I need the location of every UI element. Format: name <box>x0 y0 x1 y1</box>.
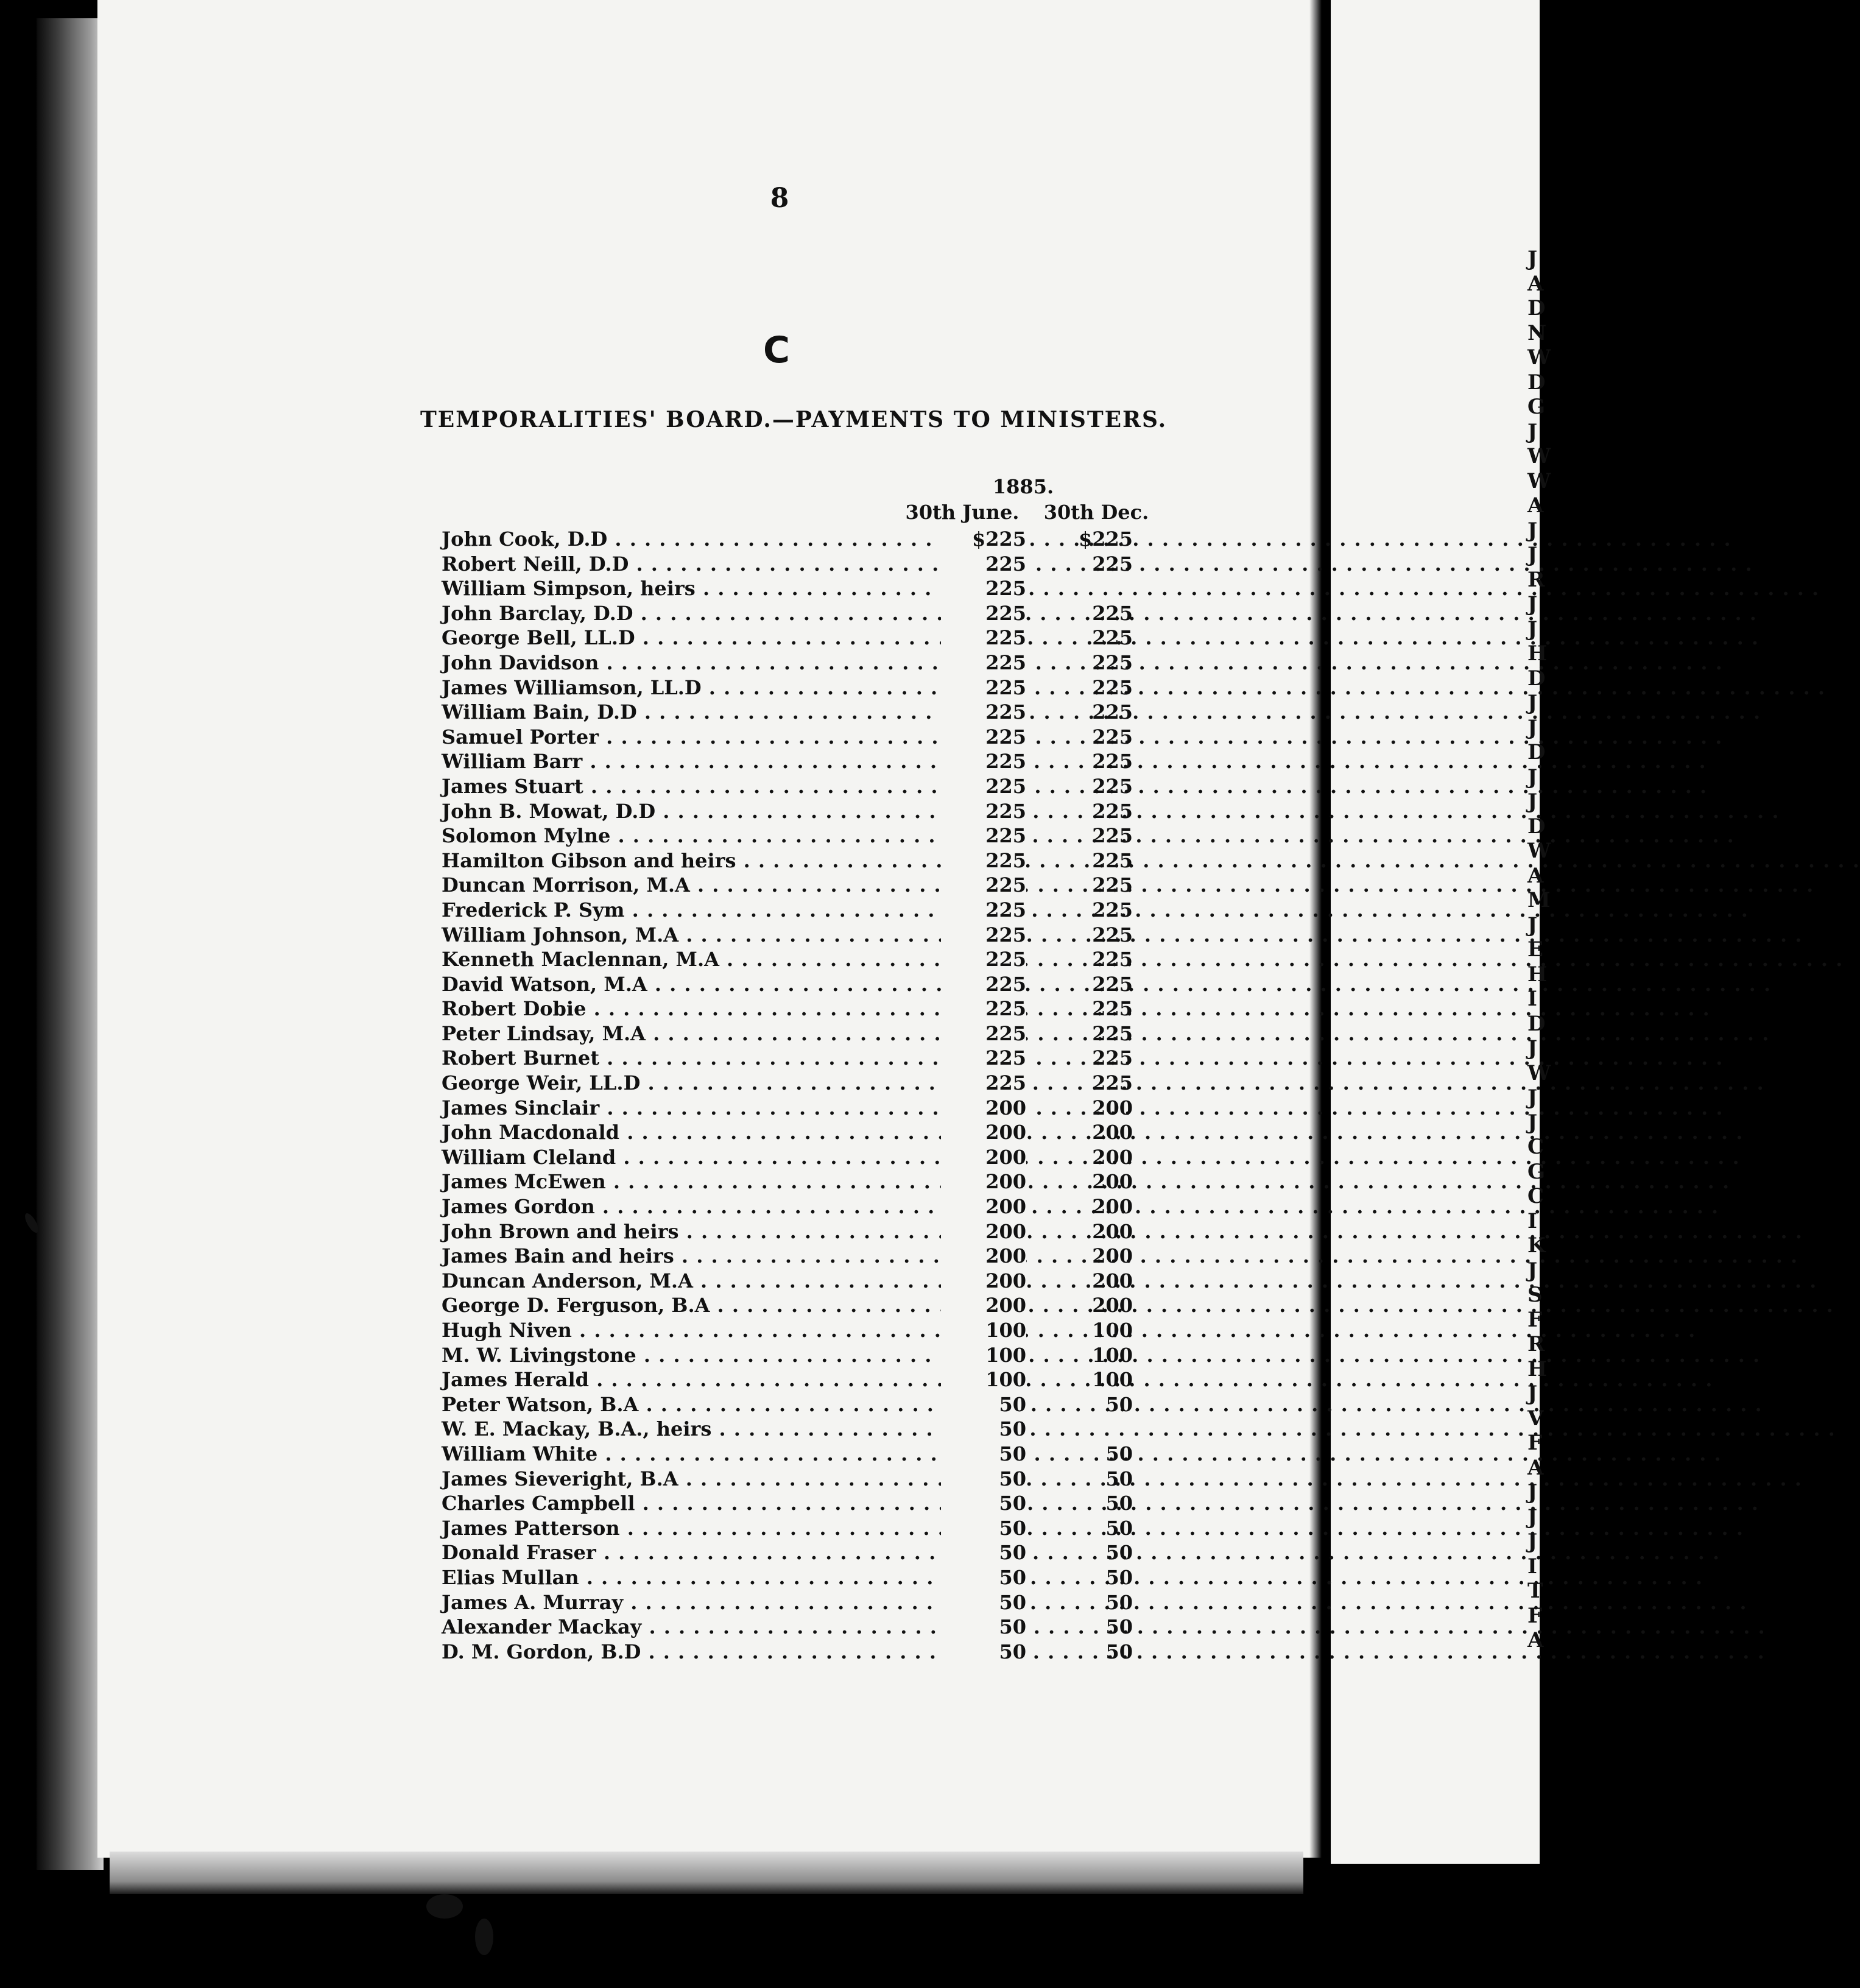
minister-name: Donald Fraser . . . <box>442 1540 941 1565</box>
facing-page-letter: J <box>1527 419 1538 444</box>
payment-june: 225 <box>941 700 1026 725</box>
table-row <box>442 1293 1172 1318</box>
payment-june: 200 <box>941 1120 1026 1145</box>
payment-dec: 225 <box>1092 799 1133 823</box>
facing-page-letter: D <box>1527 666 1546 691</box>
payment-june: 225 <box>941 898 1026 923</box>
table-row <box>442 947 1172 972</box>
payment-june: 225 <box>941 1071 1026 1096</box>
page-title: TEMPORALITIES' BOARD.—PAYMENTS TO MINISTERS. <box>420 407 1168 432</box>
minister-name: George Weir, LL.D . . . <box>442 1071 941 1096</box>
payment-dec: 225 <box>1092 972 1133 996</box>
facing-page-letter: J <box>1527 1036 1538 1060</box>
facing-page-letter: C <box>1527 1135 1545 1159</box>
table-row <box>442 1071 1172 1096</box>
payment-dec: 200 <box>1092 1244 1133 1268</box>
minister-name: John Macdonald . . . <box>442 1120 941 1145</box>
table-row <box>442 552 1172 577</box>
payment-june: 50 <box>941 1491 1026 1516</box>
payment-june: 225 <box>941 650 1026 675</box>
table-row <box>442 972 1172 997</box>
payment-june: 225 <box>941 1021 1026 1046</box>
facing-page-letter: N <box>1527 320 1547 345</box>
payment-june: 225 <box>941 576 1026 601</box>
minister-name: William Bain, D.D . . . <box>442 700 941 725</box>
payment-dec: 50 <box>1105 1467 1133 1490</box>
payment-dec: 225 <box>1092 848 1133 872</box>
table-row <box>442 700 1172 725</box>
minister-name: James Bain and heirs . . . <box>442 1244 941 1269</box>
year-heading: 1885. <box>992 475 1054 498</box>
table-row <box>442 1640 1172 1665</box>
payment-dec: 225 <box>1092 1021 1133 1045</box>
minister-name: Kenneth Maclennan, M.A . . . <box>442 947 941 972</box>
payment-june: 50 <box>941 1615 1026 1640</box>
facing-page-letter: R <box>1527 1332 1545 1356</box>
payment-dec: 225 <box>1092 824 1133 848</box>
facing-page-letter: D <box>1527 1011 1546 1036</box>
table-row <box>442 1540 1172 1565</box>
minister-name: Elias Mullan . . . <box>442 1565 941 1590</box>
facing-page-letter: J <box>1527 1529 1538 1554</box>
table-row <box>442 1590 1172 1615</box>
payment-june: 200 <box>941 1293 1026 1318</box>
payment-dec: 225 <box>1092 650 1133 674</box>
table-row <box>442 996 1172 1021</box>
payment-dec: 225 <box>1092 626 1133 650</box>
table-row <box>442 823 1172 848</box>
payment-dec: 50 <box>1105 1541 1133 1565</box>
payment-june: 225 <box>941 675 1026 700</box>
minister-name: Duncan Anderson, M.A . . . <box>442 1269 941 1294</box>
payment-dec: 225 <box>1092 873 1133 897</box>
column-header-dec: 30th Dec. <box>1043 501 1149 524</box>
payment-june: 225 <box>941 923 1026 948</box>
payment-dec: 200 <box>1092 1269 1133 1292</box>
payment-june: 200 <box>941 1145 1026 1170</box>
table-row <box>442 601 1172 626</box>
table-row <box>442 1491 1172 1516</box>
facing-page-letter: A <box>1527 1628 1544 1652</box>
payment-june: 225 <box>941 774 1026 799</box>
facing-page-letter: A <box>1527 1455 1544 1480</box>
minister-name: M. W. Livingstone . . . <box>442 1343 941 1368</box>
facing-page-letter: J <box>1527 247 1538 271</box>
table-row <box>442 1194 1172 1219</box>
facing-page-letter: H <box>1527 641 1548 666</box>
payment-june: 50 <box>941 1467 1026 1492</box>
table-row <box>442 1021 1172 1046</box>
table-row <box>442 1318 1172 1343</box>
payment-dec: 225 <box>1092 774 1133 798</box>
payment-june: 225 <box>941 947 1026 972</box>
payment-june: 50 <box>941 1417 1026 1442</box>
payment-june: 225 <box>941 749 1026 774</box>
minister-name: William Barr . . . <box>442 749 941 774</box>
minister-name: Peter Lindsay, M.A . . . <box>442 1021 941 1046</box>
page-bottom-edge <box>110 1852 1303 1894</box>
payment-dec: 225 <box>1092 601 1133 625</box>
minister-name: William Johnson, M.A . . . <box>442 923 941 948</box>
table-row <box>442 1392 1172 1417</box>
table-row <box>442 799 1172 824</box>
table-row <box>442 1467 1172 1492</box>
payment-dec: 225 <box>1092 1071 1133 1095</box>
payment-june: 225 <box>941 972 1026 997</box>
section-letter: C <box>763 329 791 372</box>
minister-name: John B. Mowat, D.D . . . <box>442 799 941 824</box>
payment-june: 225 <box>941 626 1026 650</box>
payment-june: 200 <box>941 1244 1026 1269</box>
payment-dec: 50 <box>1105 1565 1133 1589</box>
payment-dec: 50 <box>1105 1442 1133 1465</box>
facing-page-letter: C <box>1527 1184 1545 1208</box>
payment-dec: 225 <box>1092 923 1133 946</box>
payment-dec: 200 <box>1092 1170 1133 1194</box>
payment-june: 225 <box>941 725 1026 750</box>
facing-page-letter: S <box>1527 1283 1543 1307</box>
payment-dec: 225 <box>1092 750 1133 774</box>
payment-june: 225 <box>941 873 1026 898</box>
facing-page-letter: K <box>1527 1233 1546 1258</box>
minister-name: W. E. Mackay, B.A., heirs . . . <box>442 1417 941 1442</box>
facing-page-letter: I <box>1527 987 1537 1011</box>
table-row <box>442 898 1172 923</box>
payment-dec: 50 <box>1105 1492 1133 1515</box>
payment-june: 225 <box>941 823 1026 848</box>
facing-page-letter: J <box>1527 691 1538 715</box>
facing-page-letter: A <box>1527 271 1544 296</box>
table-row <box>442 1516 1172 1541</box>
payment-dec: 200 <box>1092 1219 1133 1243</box>
minister-name: James Sinclair . . . <box>442 1096 941 1121</box>
table-row <box>442 848 1172 873</box>
scan-smudge <box>426 1894 463 1919</box>
payment-june: 50 <box>941 1516 1026 1541</box>
payment-june: 50 <box>941 1442 1026 1467</box>
table-row <box>442 725 1172 750</box>
minister-name: James Williamson, LL.D . . . <box>442 675 941 700</box>
facing-page-letter: J <box>1527 1480 1538 1504</box>
table-row <box>442 1343 1172 1368</box>
payment-dec: 100 <box>1092 1368 1133 1392</box>
payment-dec: 225 <box>1092 1046 1133 1070</box>
table-row <box>442 576 1172 601</box>
facing-page-letter: G <box>1527 1159 1546 1184</box>
facing-page-letter: T <box>1527 1579 1543 1603</box>
payment-june: 225 <box>941 1046 1026 1071</box>
minister-name: William Cleland . . . <box>442 1145 941 1170</box>
facing-page-letter: J <box>1527 789 1538 814</box>
facing-page-letter: J <box>1527 715 1538 740</box>
payment-june: 200 <box>941 1269 1026 1294</box>
facing-page-letter: A <box>1527 493 1544 518</box>
facing-page-letter: W <box>1527 1060 1551 1085</box>
facing-page-letter: J <box>1527 1110 1538 1135</box>
payment-dec: 200 <box>1092 1121 1133 1144</box>
payment-dec: 225 <box>1092 725 1133 749</box>
payment-dec: 50 <box>1105 1392 1133 1416</box>
table-row <box>442 1367 1172 1392</box>
facing-page-letter: A <box>1527 863 1544 888</box>
table-row <box>442 749 1172 774</box>
minister-name: James Stuart . . . <box>442 774 941 799</box>
minister-name: John Davidson . . . <box>442 650 941 675</box>
facing-page-letter: J <box>1527 518 1538 543</box>
minister-name: Charles Campbell . . . <box>442 1491 941 1516</box>
facing-page-letter: I <box>1527 1208 1537 1233</box>
payment-june: 100 <box>941 1343 1026 1368</box>
table-row <box>442 1269 1172 1294</box>
minister-name: John Brown and heirs . . . <box>442 1219 941 1244</box>
facing-page-letter: E <box>1527 937 1543 962</box>
minister-name: George D. Ferguson, B.A . . . <box>442 1293 941 1318</box>
book-spine <box>37 18 104 1870</box>
minister-name: Frederick P. Sym . . . <box>442 898 941 923</box>
payment-june: 200 <box>941 1096 1026 1121</box>
payment-dec: 225 <box>1092 948 1133 971</box>
table-row <box>442 527 1172 552</box>
minister-name: Hugh Niven . . . <box>442 1318 941 1343</box>
payment-june: 50 <box>941 1640 1026 1665</box>
facing-page-letter: W <box>1527 468 1551 493</box>
facing-page-letter: R <box>1527 567 1545 592</box>
minister-name: Alexander Mackay . . . <box>442 1615 941 1640</box>
scan-smudge <box>475 1919 493 1955</box>
table-row <box>442 923 1172 948</box>
payment-dec: 200 <box>1092 1145 1133 1169</box>
table-row <box>442 1145 1172 1170</box>
table-row <box>442 675 1172 700</box>
facing-page-letter: D <box>1527 814 1546 839</box>
payment-june: 50 <box>941 1590 1026 1615</box>
payment-dec: 50 <box>1105 1516 1133 1540</box>
minister-name: James A. Murray . . . <box>442 1590 941 1615</box>
minister-name: Samuel Porter . . . <box>442 725 941 750</box>
payment-dec: 50 <box>1105 1615 1133 1639</box>
facing-page-letter: J <box>1527 1504 1538 1529</box>
minister-name: Hamilton Gibson and heirs . . . <box>442 848 941 873</box>
table-row <box>442 1120 1172 1145</box>
facing-page-letter: W <box>1527 345 1551 370</box>
table-row <box>442 1169 1172 1194</box>
minister-name: George Bell, LL.D . . . <box>442 626 941 650</box>
payment-dec: 50 <box>1105 1640 1133 1663</box>
facing-page-letter: D <box>1527 740 1546 764</box>
facing-page-letter: J <box>1527 543 1538 567</box>
payment-june: 50 <box>941 1540 1026 1565</box>
facing-page-letter: V <box>1527 1406 1544 1431</box>
payment-dec: 225 <box>1092 898 1133 922</box>
facing-page-letter: F <box>1527 1431 1543 1455</box>
minister-name: James McEwen . . . <box>442 1169 941 1194</box>
table-row <box>442 1096 1172 1121</box>
payment-june: 50 <box>941 1565 1026 1590</box>
facing-page-letter: W <box>1527 444 1551 468</box>
payment-june: 200 <box>941 1194 1026 1219</box>
minister-name: Robert Neill, D.D . . . <box>442 552 941 577</box>
facing-page-letter: J <box>1527 1258 1538 1283</box>
minister-name: Peter Watson, B.A . . . <box>442 1392 941 1417</box>
page-number: 8 <box>770 183 789 214</box>
table-row <box>442 873 1172 898</box>
payment-dec: 225 <box>1092 552 1133 576</box>
table-row <box>442 626 1172 650</box>
payment-dec: 200 <box>1092 1096 1133 1119</box>
table-row <box>442 1219 1172 1244</box>
facing-page-letter: D <box>1527 296 1546 320</box>
facing-page-letter: G <box>1527 395 1546 419</box>
facing-page-letter: J <box>1527 1085 1538 1110</box>
minister-name: James Sieveright, B.A . . . <box>442 1467 941 1492</box>
payment-dec: 100 <box>1092 1319 1133 1342</box>
payment-dec: 200 <box>1092 1294 1133 1317</box>
payment-dec: 100 <box>1092 1343 1133 1367</box>
facing-page-letter: W <box>1527 839 1551 863</box>
facing-page-letter: H <box>1527 962 1548 987</box>
minister-name: James Gordon . . . <box>442 1194 941 1219</box>
minister-name: David Watson, M.A . . . <box>442 972 941 997</box>
table-row <box>442 1442 1172 1467</box>
table-row <box>442 1244 1172 1269</box>
payment-dec: 225 <box>1092 700 1133 724</box>
facing-page-letter: J <box>1527 1381 1538 1406</box>
payment-june: 225 <box>941 848 1026 873</box>
table-row <box>442 650 1172 675</box>
payment-june: 225 <box>941 799 1026 824</box>
payment-june: 50 <box>941 1392 1026 1417</box>
minister-name: James Patterson . . . <box>442 1516 941 1541</box>
payment-june: 200 <box>941 1169 1026 1194</box>
payment-june: 100 <box>941 1318 1026 1343</box>
minister-name: Solomon Mylne . . . <box>442 823 941 848</box>
payment-june: $225 <box>941 527 1026 552</box>
payment-dec: 50 <box>1105 1590 1133 1614</box>
payment-june: 200 <box>941 1219 1026 1244</box>
payment-june: 225 <box>941 552 1026 577</box>
minister-name: D. M. Gordon, B.D . . . <box>442 1640 941 1665</box>
facing-page-letter: F <box>1527 1603 1543 1628</box>
minister-name: James Herald . . . <box>442 1367 941 1392</box>
payment-june: 225 <box>941 601 1026 626</box>
payment-june: 225 <box>941 996 1026 1021</box>
table-row <box>442 1565 1172 1590</box>
minister-name: Robert Burnet . . . <box>442 1046 941 1071</box>
minister-name: John Cook, D.D . . . <box>442 527 941 552</box>
minister-name: Robert Dobie . . . <box>442 996 941 1021</box>
facing-page-letter: H <box>1527 1356 1548 1381</box>
table-row <box>442 1417 1172 1442</box>
payment-june: 100 <box>941 1367 1026 1392</box>
column-header-june: 30th June. <box>905 501 1020 524</box>
table-row <box>442 1615 1172 1640</box>
facing-page-letter: I <box>1527 1554 1537 1579</box>
minister-name: William White . . . <box>442 1442 941 1467</box>
facing-page-letter: J <box>1527 912 1538 937</box>
facing-page-letter: J <box>1527 616 1538 641</box>
payment-dec: 200 <box>1092 1195 1133 1219</box>
payment-dec: 225 <box>1092 675 1133 699</box>
payment-dec: 225 <box>1092 997 1133 1021</box>
payments-table <box>442 527 1172 1664</box>
minister-name: John Barclay, D.D . . . <box>442 601 941 626</box>
table-row <box>442 1046 1172 1071</box>
facing-page-letter: M <box>1527 888 1551 912</box>
payment-dec: $225 <box>1078 527 1133 551</box>
facing-page-letter: F <box>1527 1307 1543 1332</box>
facing-page-letter: J <box>1527 592 1538 616</box>
table-row <box>442 774 1172 799</box>
facing-page-letter: D <box>1527 370 1546 395</box>
minister-name: William Simpson, heirs . . . <box>442 576 941 601</box>
minister-name: Duncan Morrison, M.A . . . <box>442 873 941 898</box>
facing-page-letter: J <box>1527 764 1538 789</box>
